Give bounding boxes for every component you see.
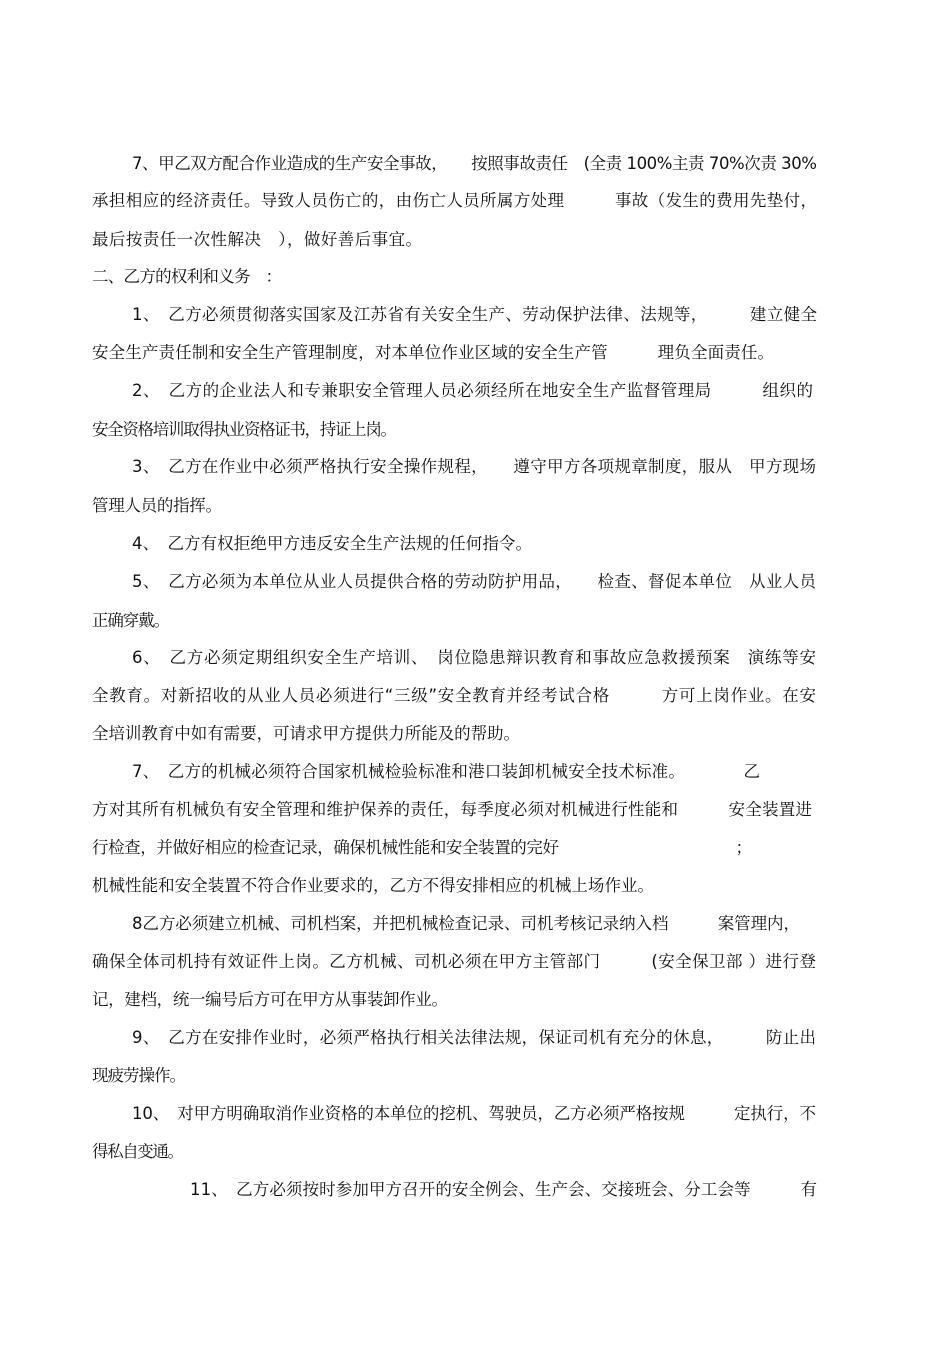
text-line: 安全生产责任制和安全生产管理制度，对本单位作业区域的安全生产管 理负全面责任。 (92, 343, 775, 362)
text-line: 机械性能和安全装置不符合作业要求的，乙方不得安排相应的机械上场作业。 (92, 876, 655, 895)
text-line: 管理人员的指挥。 (92, 496, 222, 515)
text-line: 6、 乙方必须定期组织安全生产培训、 岗位隐患辩识教育和事故应急救援预案 演练等安 (132, 648, 817, 667)
text-line: 7、 乙方的机械必须符合国家机械检验标准和港口装卸机械安全技术标准。 乙 (132, 762, 761, 781)
text-line: 全培训教育中如有需要，可请求甲方提供力所能及的帮助。 (92, 724, 520, 743)
text-line: 确保全体司机持有效证件上岗。乙方机械、司机必须在甲方主管部门 (安全保卫部 ）进行登 (92, 952, 817, 971)
text-line: 4、 乙方有权拒绝甲方违反安全生产法规的任何指令。 (132, 534, 533, 553)
text-line: 7、甲乙双方配合作业造成的生产安全事故， 按照事故责任 (全责 100%主责 70%次责 30% (132, 154, 817, 173)
text-line: 3、 乙方在作业中必须严格执行安全操作规程， 遵守甲方各项规章制度，服从 甲方现场 (132, 457, 817, 476)
text-line: 8乙方必须建立机械、司机档案，并把机械检查记录、司机考核记录纳入档 案管理内， (132, 914, 800, 933)
text-line: 11、 乙方必须按时参加甲方召开的安全例会、生产会、交接班会、分工会等 有 (190, 1180, 818, 1199)
text-line: 正确穿戴。 (92, 611, 169, 630)
text-line: 得私自变通。 (92, 1142, 183, 1161)
section-heading: 二、乙方的权利和义务 ： (92, 267, 282, 286)
text-line: 记，建档，统一编号后方可在甲方从事装卸作业。 (92, 990, 448, 1009)
text-line: 1、 乙方必须贯彻落实国家及江苏省有关安全生产、劳动保护法律、法规等， 建立健全 (132, 305, 818, 324)
text-line: 现疲劳操作。 (92, 1066, 185, 1085)
text-line: 全教育。对新招收的从业人员必须进行“三级”安全教育并经考试合格 方可上岗作业。在安 (92, 686, 817, 705)
text-line: 最后按责任一次性解决 ），做好善后事宜。 (92, 230, 423, 249)
text-line: 安全资格培训取得执业资格证书，持证上岗。 (92, 420, 396, 439)
text-line: 5、 乙方必须为本单位从业人员提供合格的劳动防护用品， 检查、督促本单位 从业人员 (132, 572, 817, 591)
text-line: 方对其所有机械负有安全管理和维护保养的责任，每季度必须对机械进行性能和 安全装置进 (92, 800, 813, 819)
text-line: 9、 乙方在安排作业时，必须严格执行相关法律法规，保证司机有充分的休息， 防止出 (132, 1028, 817, 1047)
text-line: 10、 对甲方明确取消作业资格的本单位的挖机、驾驶员，乙方必须严格按规 定执行，不 (132, 1104, 816, 1123)
text-line: 2、 乙方的企业法人和专兼职安全管理人员必须经所在地安全生产监督管理局 组织的 (132, 381, 814, 400)
text-line: 行检查，并做好相应的检查记录，确保机械性能和安全装置的完好 ； (92, 838, 752, 857)
text-line: 承担相应的经济责任。导致人员伤亡的，由伤亡人员所属方处理 事故（发生的费用先垫付， (92, 191, 818, 210)
